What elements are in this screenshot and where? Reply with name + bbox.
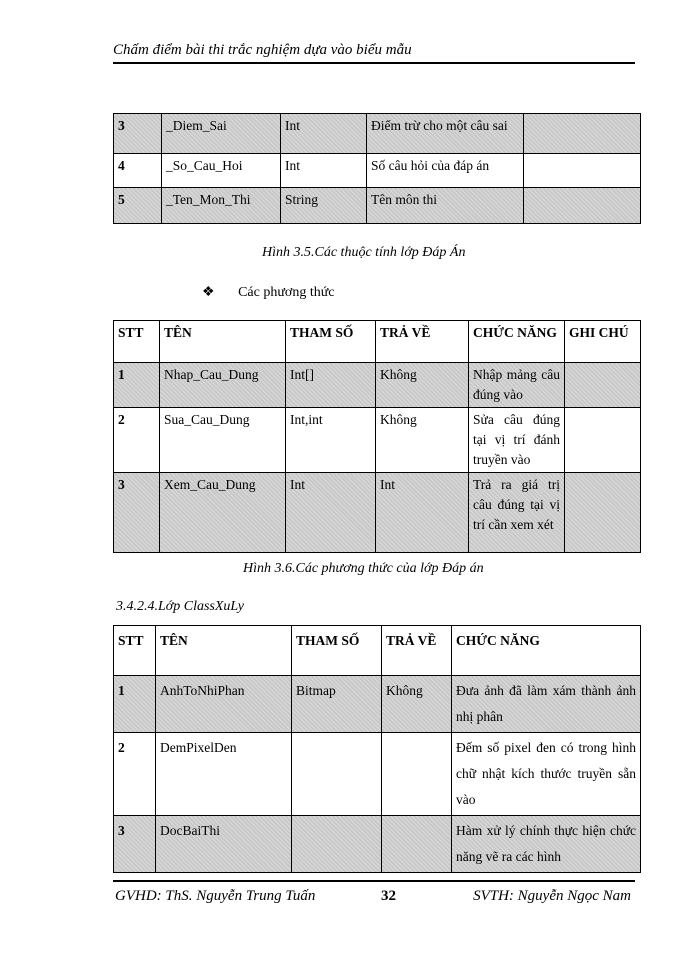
note-cell xyxy=(524,114,641,154)
header-name: TÊN xyxy=(156,626,292,676)
table-row xyxy=(114,816,641,873)
table-row xyxy=(114,363,641,408)
bullet-text: Các phương thức xyxy=(238,285,335,300)
name-cell: _Ten_Mon_Thi xyxy=(162,188,281,224)
table-row xyxy=(114,473,641,553)
stt-cell: 1 xyxy=(114,363,160,408)
function-cell: Hàm xử lý chính thực hiện chức năng vẽ ra các hình xyxy=(452,816,641,873)
stt-cell: 5 xyxy=(114,188,162,224)
stt-cell: 2 xyxy=(114,408,160,473)
params-cell: Int[] xyxy=(286,363,376,408)
function-cell: Trả ra giá trị câu đúng tại vị trí cần xem xét xyxy=(469,473,565,553)
note-cell xyxy=(565,363,641,408)
type-cell: Int xyxy=(281,154,367,188)
note-cell xyxy=(565,408,641,473)
note-cell xyxy=(524,188,641,224)
return-cell xyxy=(382,733,452,816)
header-note: GHI CHÚ xyxy=(565,321,641,363)
table-row xyxy=(114,114,641,154)
page-number: 32 xyxy=(381,888,396,904)
function-cell: Đếm số pixel đen có trong hình chữ nhật kích thước truyền sẵn vào xyxy=(452,733,641,816)
stt-cell: 1 xyxy=(114,676,156,733)
stt-cell: 2 xyxy=(114,733,156,816)
header-params: THAM SỐ xyxy=(286,321,376,363)
figure-caption: Hình 3.5.Các thuộc tính lớp Đáp Án xyxy=(262,245,466,260)
table-header-row xyxy=(114,626,641,676)
stt-cell: 4 xyxy=(114,154,162,188)
table-row xyxy=(114,408,641,473)
note-cell xyxy=(565,473,641,553)
footer-student: SVTH: Nguyễn Ngọc Nam xyxy=(473,888,631,904)
stt-cell: 3 xyxy=(114,816,156,873)
table-row xyxy=(114,188,641,224)
name-cell: Xem_Cau_Dung xyxy=(160,473,286,553)
methods-table xyxy=(113,320,641,553)
function-cell: Đưa ảnh đã làm xám thành ảnh nhị phân xyxy=(452,676,641,733)
header-name: TÊN xyxy=(160,321,286,363)
header-return: TRẢ VỀ xyxy=(382,626,452,676)
header-return: TRẢ VỀ xyxy=(376,321,469,363)
return-cell: Không xyxy=(376,363,469,408)
return-cell: Không xyxy=(382,676,452,733)
params-cell: Int xyxy=(286,473,376,553)
footer-advisor: GVHD: ThS. Nguyễn Trung Tuấn xyxy=(115,888,316,904)
table-row xyxy=(114,676,641,733)
function-cell: Nhập mảng câu đúng vào xyxy=(469,363,565,408)
table-row xyxy=(114,733,641,816)
section-heading: 3.4.2.4.Lớp ClassXuLy xyxy=(116,599,245,614)
name-cell: DemPixelDen xyxy=(156,733,292,816)
diamond-bullet-icon: ❖ xyxy=(202,285,215,300)
stt-cell: 3 xyxy=(114,473,160,553)
table-row xyxy=(114,154,641,188)
type-cell: Int xyxy=(281,114,367,154)
name-cell: AnhToNhiPhan xyxy=(156,676,292,733)
type-cell: String xyxy=(281,188,367,224)
params-cell xyxy=(292,816,382,873)
desc-cell: Số câu hỏi của đáp án xyxy=(367,154,524,188)
header-stt: STT xyxy=(114,321,160,363)
name-cell: Nhap_Cau_Dung xyxy=(160,363,286,408)
name-cell: _Diem_Sai xyxy=(162,114,281,154)
page-header: Chấm điểm bài thi trắc nghiệm dựa vào biểu mẫu xyxy=(113,40,635,64)
name-cell: Sua_Cau_Dung xyxy=(160,408,286,473)
return-cell: Không xyxy=(376,408,469,473)
desc-cell: Điểm trừ cho một câu sai xyxy=(367,114,524,154)
params-cell: Int,int xyxy=(286,408,376,473)
params-cell xyxy=(292,733,382,816)
function-cell: Sửa câu đúng tại vị trí đánh truyền vào xyxy=(469,408,565,473)
bullet-item xyxy=(202,284,335,301)
desc-cell: Tên môn thi xyxy=(367,188,524,224)
table-header-row xyxy=(114,321,641,363)
note-cell xyxy=(524,154,641,188)
attributes-table xyxy=(113,113,641,224)
return-cell xyxy=(382,816,452,873)
name-cell: _So_Cau_Hoi xyxy=(162,154,281,188)
header-params: THAM SỐ xyxy=(292,626,382,676)
header-function: CHỨC NĂNG xyxy=(469,321,565,363)
params-cell: Bitmap xyxy=(292,676,382,733)
classxuly-table xyxy=(113,625,641,873)
header-function: CHỨC NĂNG xyxy=(452,626,641,676)
return-cell: Int xyxy=(376,473,469,553)
page-footer xyxy=(113,880,635,910)
figure-caption: Hình 3.6.Các phương thức của lớp Đáp án xyxy=(243,561,484,576)
header-stt: STT xyxy=(114,626,156,676)
stt-cell: 3 xyxy=(114,114,162,154)
name-cell: DocBaiThi xyxy=(156,816,292,873)
